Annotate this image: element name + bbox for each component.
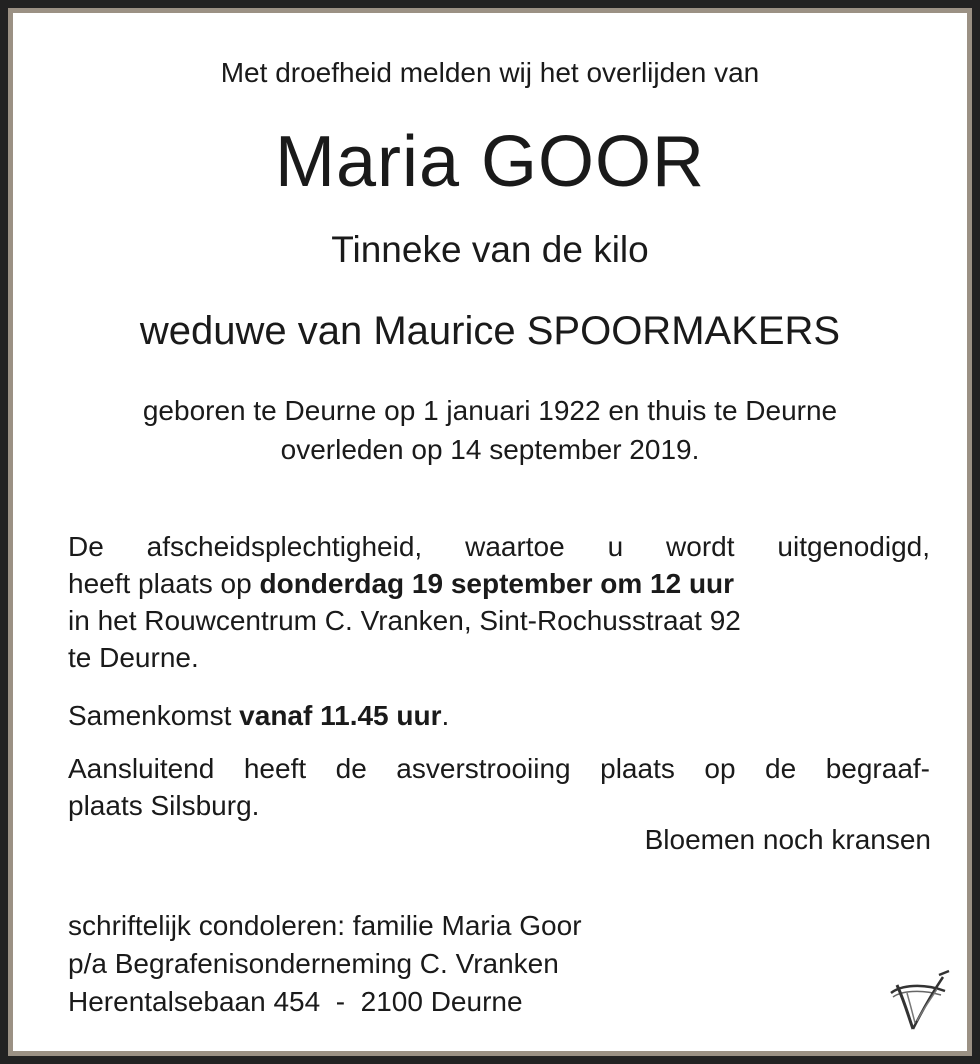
- deceased-name: Maria GOOR: [274, 122, 706, 202]
- condolence-address: [68, 907, 582, 1021]
- ceremony-paragraph: [68, 528, 930, 676]
- gathering-paragraph: Samenkomst vanaf 11.45 uur.: [68, 700, 450, 731]
- death-line: overleden op 14 september 2019.: [280, 434, 700, 465]
- ceremony-line-2: heeft plaats op donderdag 19 september om 12 uur: [68, 568, 735, 599]
- funeral-home-logo-icon: [883, 963, 953, 1033]
- intro-text: Met droefheid melden wij het overlijden van: [220, 57, 760, 88]
- widow-of: weduwe van Maurice SPOORMAKERS: [139, 309, 841, 353]
- notice-border-inner: [8, 8, 972, 1056]
- flowers-note: Bloemen noch kransen: [644, 824, 931, 855]
- ceremony-line-4: te Deurne.: [68, 642, 199, 673]
- condolence-line-1: schriftelijk condoleren: familie Maria Goor: [68, 910, 582, 941]
- condolence-line-2: p/a Begrafenisonderneming C. Vranken: [68, 948, 559, 979]
- scattering-paragraph: [68, 750, 930, 824]
- gathering-time: vanaf 11.45 uur: [239, 700, 442, 731]
- condolence-line-3: Herentalsebaan 454 - 2100 Deurne: [68, 986, 523, 1017]
- nickname: Tinneke van de kilo: [331, 229, 649, 270]
- ceremony-line-3: in het Rouwcentrum C. Vranken, Sint-Rochusstraat 92: [68, 605, 741, 636]
- death-notice: [13, 13, 967, 1051]
- scattering-line-1: Aansluitend heeft de asverstrooiing plaats op de begraaf-: [68, 753, 930, 784]
- ceremony-line-1: De afscheidsplechtigheid, waartoe u wordt uitgenodigd,: [68, 531, 930, 562]
- birth-line: geboren te Deurne op 1 januari 1922 en thuis te Deurne: [142, 395, 838, 426]
- ceremony-date: donderdag 19 september om 12 uur: [259, 568, 735, 599]
- birth-death-info: [13, 391, 967, 469]
- scattering-line-2: plaats Silsburg.: [68, 790, 260, 821]
